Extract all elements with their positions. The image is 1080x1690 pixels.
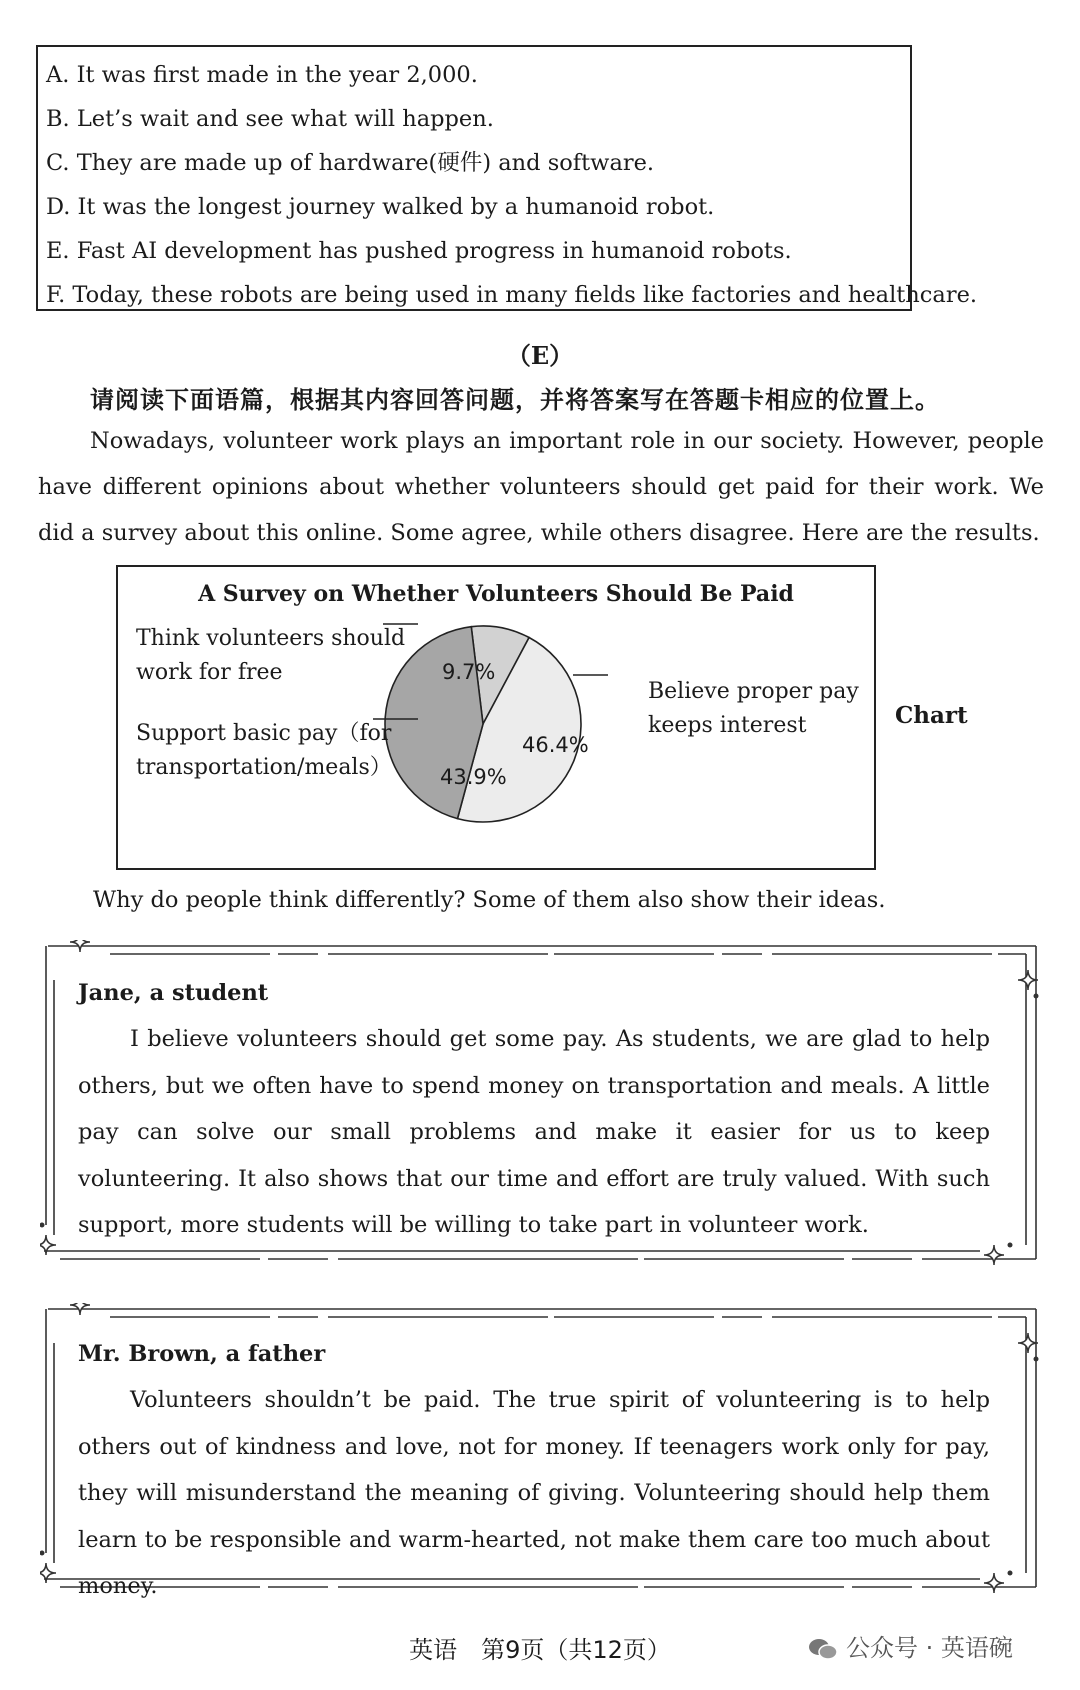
opinion-text: Volunteers shouldn’t be paid. The true spirit of volunteering is to help others out of kindness and love, not for money. If teenagers work only for pay, they will misunderstand the meaning of giving. Volunteering should help them learn to be responsible and warm-hearted, not make them care too much about money. [78,1387,990,1599]
option-item: B. Let’s wait and see what will happen. [46,106,494,132]
label-proper-line1: Believe proper pay [648,679,859,704]
chart-tag: Chart [895,702,968,729]
speaker-name: Mr. Brown, a father [78,1341,326,1367]
option-item: A. It was first made in the year 2,000. [46,62,478,88]
value-label-proper: 46.4% [522,733,589,757]
instruction-text: 请阅读下面语篇，根据其内容回答问题，并将答案写在答题卡相应的位置上。 [90,386,940,414]
option-item: F. Today, these robots are being used in many fields like factories and healthcare. [46,282,978,308]
opinion-frame [40,940,1040,1265]
page-footer: 英语 第9页（共12页） [409,1636,671,1664]
sparkle-icon [40,1235,56,1255]
wechat-icon [808,1637,838,1661]
value-label-free: 9.7% [442,660,496,684]
label-free-line1: Think volunteers should [136,626,406,651]
option-item: D. It was the longest journey walked by a humanoid robot. [46,194,715,220]
chart-box [116,565,876,870]
section-label: （E） [506,341,574,370]
speaker-name: Jane, a student [78,980,269,1006]
value-label-basic: 43.9% [440,765,507,789]
label-basic-line1: Support basic pay（for [136,721,392,746]
question-text: Why do people think differently? Some of them also show their ideas. [93,887,886,913]
opinion-text: I believe volunteers should get some pay. As students, we are glad to help others, but we often have to spend money on transportation and meals. A little pay can solve our small problems and make it easier for us to keep volunteering. It also shows that our time and effort are truly valued. With such support, more students will be willing to take part in volunteer work. [78,1026,990,1238]
option-item: C. They are made up of hardware(硬件) and software. [46,150,655,176]
watermark: 公众号 · 英语碗 [808,1628,1013,1663]
options-box [36,45,978,311]
opinion-frame [40,1303,1040,1599]
intro-paragraph: Nowadays, volunteer work plays an important role in our society. However, people have different opinions about whether volunteers should get paid for their work. We did a survey about this online. Some agree, while others disagree. Here are the results. [38,428,1044,546]
chart-title: A Survey on Whether Volunteers Should Be Paid [198,581,794,607]
sparkle-icon [1018,970,1038,990]
option-item: E. Fast AI development has pushed progress in humanoid robots. [46,238,792,264]
label-free-line2: work for free [136,660,283,685]
label-basic-line2: transportation/meals） [136,755,392,780]
sparkle-icon [40,1563,56,1583]
sparkle-icon [1018,1333,1038,1353]
label-proper-line2: keeps interest [648,713,807,738]
